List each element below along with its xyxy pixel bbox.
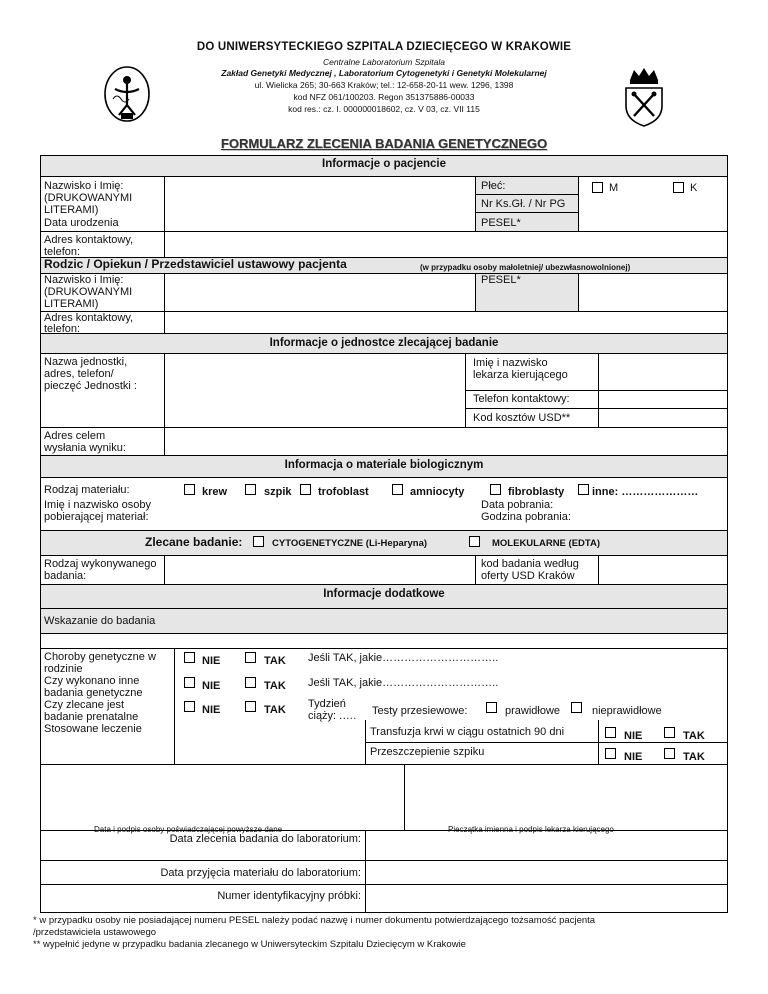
week-label: Tydzień — [308, 698, 346, 710]
sex-k-checkbox[interactable] — [673, 182, 684, 193]
other-details: Jeśli TAK, jakie………………………….. — [308, 677, 499, 689]
footnote-cost-code: ** wypełnić jedyne w przypadku badania zlecanego w Uniwersyteckim Szpitalu Dziecięcym w Krakowie — [33, 939, 466, 950]
transplant-tak-checkbox[interactable] — [664, 748, 675, 759]
unit-name-label: Nazwa jednostki, — [44, 356, 128, 368]
cytogenetic-checkbox[interactable] — [253, 536, 264, 547]
institution-title: DO UNIWERSYTECKIEGO SZPITALA DZIECIĘCEGO W KRAKOWIE — [196, 41, 572, 53]
cost-code-label: Kod kosztów USD** — [473, 412, 571, 424]
inne-label: inne: ………………… — [592, 486, 699, 498]
patient-name-label: Nazwisko i Imię: — [44, 180, 124, 192]
q-treatment: Stosowane leczenie — [44, 723, 142, 735]
collection-date-label: Data pobrania: — [481, 499, 554, 511]
patient-phone-label: telefon: — [44, 246, 81, 258]
prenatal-nie-checkbox[interactable] — [184, 701, 195, 712]
phone-label: Telefon kontaktowy: — [473, 393, 570, 405]
q-other-tests: Czy wykonano inne — [44, 675, 140, 687]
family-nie-label: NIE — [202, 655, 221, 667]
footnote-pesel-2: /przedstawiciela ustawowego — [33, 927, 157, 938]
patient-caps-label: (DRUKOWANYMI — [44, 192, 133, 204]
collector-label: Imię i nazwisko osoby — [44, 499, 151, 511]
abnormal-checkbox[interactable] — [571, 702, 582, 713]
unit-address-label: adres, telefon/ — [44, 368, 114, 380]
form-title: FORMULARZ ZLECENIA BADANIA GENETYCZNEGO — [220, 136, 548, 151]
inne-checkbox[interactable] — [578, 484, 589, 495]
guardian-name-label: Nazwisko i Imię: — [44, 274, 124, 286]
trofoblast-checkbox[interactable] — [300, 484, 311, 495]
guardian-caps-label: (DRUKOWANYMI — [44, 286, 133, 298]
test-type-label: Rodzaj wykonywanego — [44, 558, 157, 570]
footnote-pesel: * w przypadku osoby nie posiadającej numeru PESEL należy podać nazwę i numer dokumentu potwierdzającego tożsamość pacjenta — [33, 915, 596, 926]
krew-label: krew — [202, 486, 228, 498]
res-line: kod res.: cz. I. 000000018602, cz. V 03, cz. VII 115 — [288, 104, 480, 114]
patient-sex-label: Płeć: — [481, 180, 506, 192]
sex-m-label: M — [609, 182, 619, 194]
coat-of-arms-icon — [622, 66, 666, 128]
family-tak-label: TAK — [264, 655, 286, 667]
guardian-address-label: Adres kontaktowy, — [44, 312, 134, 324]
transplant-nie-label: NIE — [624, 751, 643, 763]
guardian-note: (w przypadku osoby małoletniej/ ubezwłasnowolnionej) — [420, 263, 631, 272]
abnormal-label: nieprawidłowe — [592, 705, 662, 717]
guardian-caps-label-2: LITERAMI) — [44, 298, 99, 310]
address-line: ul. Wielicka 265; 30-663 Kraków; tel.: 12-658-20-11 wew. 1296, 1398 — [254, 80, 514, 90]
q-prenatal-2: badanie prenatalne — [44, 711, 139, 723]
guardian-pesel-label: PESEL* — [481, 274, 521, 286]
unit-section-title: Informacje o jednostce zlecającej badanie — [269, 337, 499, 349]
patient-pesel-label: PESEL* — [481, 217, 521, 229]
prenatal-tak-label: TAK — [264, 704, 286, 716]
transfusion-label: Transfuzja krwi w ciągu ostatnich 90 dni — [370, 726, 565, 738]
trofoblast-label: trofoblast — [318, 486, 369, 498]
transfusion-tak-checkbox[interactable] — [664, 727, 675, 738]
transplant-label: Przeszczepienie szpiku — [370, 746, 485, 758]
transfusion-tak-label: TAK — [683, 730, 705, 742]
family-tak-checkbox[interactable] — [245, 652, 256, 663]
order-date-label: Data zlecenia badania do laboratorium: — [169, 833, 361, 845]
prenatal-tak-checkbox[interactable] — [245, 701, 256, 712]
fibroblasty-label: fibroblasty — [508, 486, 565, 498]
q-other-tests-2: badania genetyczne — [44, 687, 143, 699]
result-address-label: Adres celem — [44, 430, 106, 442]
collector-label-2: pobierającej materiał: — [44, 511, 149, 523]
collection-hour-label: Godzina pobrania: — [481, 511, 571, 523]
ordered-test-title: Zlecane badanie: — [145, 535, 243, 549]
material-section-title: Informacja o materiale biologicznym — [284, 459, 484, 471]
cytogenetic-label: CYTOGENETYCZNE (Li-Heparyna) — [272, 538, 428, 549]
week-label-2: ciąży: .…. — [308, 710, 357, 722]
amniocyty-checkbox[interactable] — [392, 484, 403, 495]
transplant-tak-label: TAK — [683, 751, 705, 763]
guardian-phone-label: telefon: — [44, 323, 81, 335]
patient-nrks-label: Nr Ks.Gł. / Nr PG — [481, 198, 566, 210]
material-kind-label: Rodzaj materiału: — [44, 484, 130, 496]
transplant-nie-checkbox[interactable] — [605, 748, 616, 759]
doctor-label: Imię i nazwisko — [473, 357, 548, 369]
q-prenatal: Czy zlecane jest — [44, 699, 125, 711]
normal-checkbox[interactable] — [486, 702, 497, 713]
lab-name: Centralne Laboratorium Szpitala — [323, 57, 445, 67]
indication-field[interactable] — [41, 634, 727, 647]
other-tak-label: TAK — [264, 680, 286, 692]
result-address-label-2: wysłania wyniku: — [44, 442, 126, 454]
patient-name-field[interactable] — [165, 177, 474, 230]
other-nie-checkbox[interactable] — [184, 677, 195, 688]
q-family-disease: Choroby genetyczne w — [44, 651, 156, 663]
genetics-logo-icon — [103, 65, 151, 123]
patient-section-title: Informacje o pacjencie — [322, 158, 446, 170]
certifier-signature-field[interactable] — [41, 765, 403, 829]
transfusion-nie-label: NIE — [624, 730, 643, 742]
patient-caps-label-2: LITERAMI) — [44, 204, 99, 216]
sex-m-checkbox[interactable] — [592, 182, 603, 193]
fibroblasty-checkbox[interactable] — [490, 484, 501, 495]
krew-checkbox[interactable] — [184, 484, 195, 495]
patient-address-field[interactable] — [165, 232, 727, 256]
patient-address-label: Adres kontaktowy, — [44, 234, 134, 246]
family-details: Jeśli TAK, jakie………………………….. — [308, 652, 499, 664]
family-nie-checkbox[interactable] — [184, 652, 195, 663]
amniocyty-label: amniocyty — [410, 486, 465, 498]
molecular-label: MOLEKULARNE (EDTA) — [492, 538, 601, 549]
receipt-date-field[interactable] — [366, 861, 727, 883]
sample-id-field[interactable] — [366, 885, 727, 911]
other-nie-label: NIE — [202, 680, 221, 692]
normal-label: prawidłowe — [505, 705, 561, 717]
guardian-section-title: Rodzic / Opiekun / Przedstawiciel ustawowy pacjenta — [44, 257, 347, 271]
doctor-signature-field[interactable] — [405, 765, 727, 829]
screening-label: Testy przesiewowe: — [372, 705, 468, 717]
doctor-signature-label: Pieczątka imienna i podpis lekarza kierującego — [448, 825, 614, 834]
test-code-label: kod badania według — [481, 558, 579, 570]
test-type-label-2: badania: — [44, 570, 87, 582]
indication-label: Wskazanie do badania — [44, 615, 156, 627]
molecular-checkbox[interactable] — [469, 536, 480, 547]
transfusion-nie-checkbox[interactable] — [605, 727, 616, 738]
department-name: Zakład Genetyki Medycznej , Laboratorium Cytogenetyki i Genetyki Molekularnej — [221, 68, 547, 78]
nfz-line: kod NFZ 061/100203. Regon 351375886-00033 — [293, 92, 475, 102]
sample-id-label: Numer identyfikacyjny próbki: — [217, 890, 361, 902]
additional-section-title: Informacje dodatkowe — [323, 588, 445, 600]
other-tak-checkbox[interactable] — [245, 677, 256, 688]
doctor-label-2: lekarza kierującego — [473, 369, 568, 381]
unit-stamp-label: pieczęć Jednostki : — [44, 380, 137, 392]
order-date-field[interactable] — [366, 831, 727, 859]
szpik-checkbox[interactable] — [245, 484, 256, 495]
patient-dob-label: Data urodzenia — [44, 217, 119, 229]
prenatal-nie-label: NIE — [202, 704, 221, 716]
q-family-disease-2: rodzinie — [44, 663, 83, 675]
receipt-date-label: Data przyjęcia materiału do laboratorium: — [160, 867, 361, 879]
test-code-label-2: oferty USD Kraków — [481, 570, 575, 582]
sex-k-label: K — [690, 182, 698, 194]
szpik-label: szpik — [264, 486, 292, 498]
certifier-signature-label: Data i podpis osoby poświadczającej powyższe dane — [94, 825, 283, 834]
